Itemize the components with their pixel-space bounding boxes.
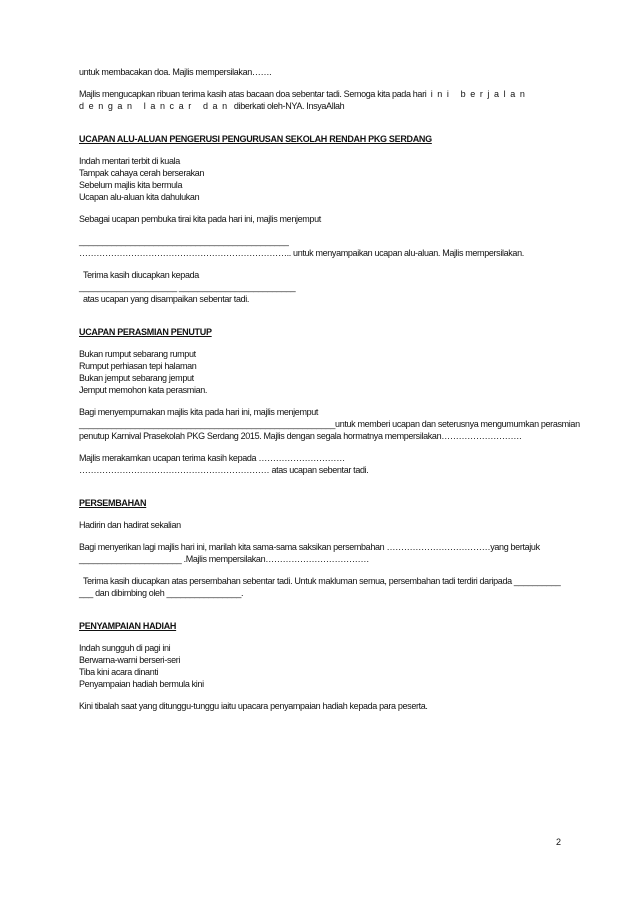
poem-line: Tampak cahaya cerah berserakan bbox=[79, 168, 205, 178]
poem-line: Jemput memohon kata perasmian. bbox=[79, 385, 208, 395]
poem-line: Rumput perhiasan tepi halaman bbox=[79, 361, 197, 371]
intro-line-3 bbox=[79, 100, 578, 112]
performance-line: ___ dan dibimbing oleh ________________. bbox=[79, 588, 244, 598]
section-heading-performance: PERSEMBAHAN bbox=[79, 498, 147, 508]
poem-line: Indah sungguh di pagi ini bbox=[79, 643, 171, 653]
thanks-line: Terima kasih diucapkan kepada bbox=[83, 270, 199, 280]
invite-line: _______________________________________________________untuk memberi ucapan dan seterusnya mengumumkan perasmian bbox=[79, 419, 580, 429]
intro-line-3b: diberkati oleh-NYA. InsyaAllah bbox=[233, 101, 345, 111]
dots-line: ……………………………………………………………….. untuk menyampaikan ucapan alu-aluan. Majlis mempersilakan. bbox=[79, 248, 524, 258]
poem-line: Tiba kini acara dinanti bbox=[79, 667, 159, 677]
poem-line: Berwarna-warni berseri-seri bbox=[79, 655, 181, 665]
performance-line: Terima kasih diucapkan atas persembahan sebentar tadi. Untuk makluman semua, persembahan tadi terdiri daripada __________ bbox=[83, 576, 561, 586]
invite-line: Bagi menyempurnakan majlis kita pada hari ini, majlis menjemput bbox=[79, 407, 319, 417]
intro-line-2a: Majlis mengucapkan ribuan terima kasih atas bacaan doa sebentar tadi. Semoga kita pada hari bbox=[79, 89, 427, 99]
poem-line: Penyampaian hadiah bermula kini bbox=[79, 679, 204, 689]
thanks-blank-line: _____________________ _________________________ bbox=[79, 282, 296, 292]
section-heading-closing-speech: UCAPAN PERASMIAN PENUTUP bbox=[79, 327, 212, 337]
intro-line-2b: ini berjalan bbox=[430, 89, 530, 99]
poem-line: Ucapan alu-aluan kita dahulukan bbox=[79, 192, 200, 202]
section-heading-prize-giving: PENYAMPAIAN HADIAH bbox=[79, 621, 177, 631]
closing-line: Kini tibalah saat yang ditunggu-tunggu iaitu upacara penyampaian hadiah kepada para peserta. bbox=[79, 701, 428, 711]
greeting-line: Hadirin dan hadirat sekalian bbox=[79, 520, 181, 530]
performance-line: ______________________ .Majlis mempersilakan……………………………… bbox=[79, 554, 370, 564]
blank-line: _____________________________________________ bbox=[79, 236, 289, 246]
intro-line-1: untuk membacakan doa. Majlis mempersilakan……. bbox=[79, 67, 272, 77]
intro-line-2 bbox=[79, 88, 578, 100]
poem-line: Indah mentari terbit di kuala bbox=[79, 156, 180, 166]
poem-line: Sebelum majlis kita bermula bbox=[79, 180, 183, 190]
invite-line: Sebagai ucapan pembuka tirai kita pada hari ini, majlis menjemput bbox=[79, 214, 321, 224]
invite-line: penutup Karnival Prasekolah PKG Serdang 2015. Majlis dengan segala hormatnya mempersilakan………………………. bbox=[79, 431, 522, 441]
record-line: Majlis merakamkan ucapan terima kasih kepada ………………………… bbox=[79, 453, 345, 463]
page-number: 2 bbox=[556, 837, 562, 847]
record-line: ………………………………………………………… atas ucapan sebentar tadi. bbox=[79, 465, 369, 475]
section-heading-welcome: UCAPAN ALU-ALUAN PENGERUSI PENGURUSAN SEKOLAH RENDAH PKG SERDANG bbox=[79, 134, 432, 144]
thanks-end-line: atas ucapan yang disampaikan sebentar tadi. bbox=[83, 294, 250, 304]
poem-line: Bukan jemput sebarang jemput bbox=[79, 373, 194, 383]
intro-line-3a: dengan lancar dan bbox=[79, 101, 232, 111]
poem-line: Bukan rumput sebarang rumput bbox=[79, 349, 196, 359]
performance-line: Bagi menyerikan lagi majlis hari ini, marilah kita sama-sama saksikan persembahan ………………………………yang bertajuk bbox=[79, 542, 540, 552]
